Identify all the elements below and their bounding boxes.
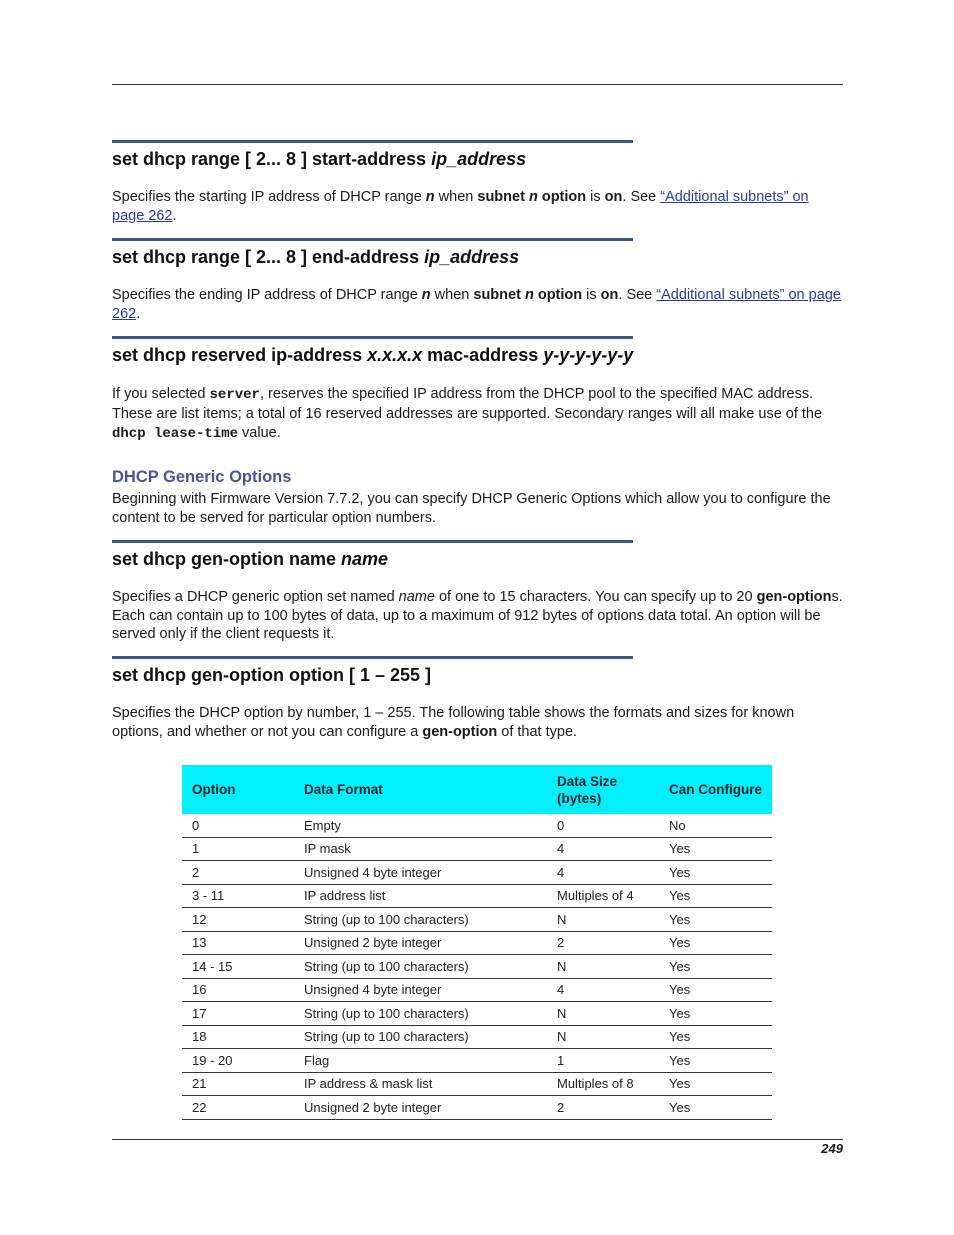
additional-subnets-link[interactable]: “Additional subnets” on page 262: [112, 287, 841, 322]
cell-option: 2: [182, 861, 294, 885]
cell-can-configure: Yes: [659, 837, 772, 861]
section-bar: [112, 238, 633, 241]
section-body-start-address: Specifies the starting IP address of DHCP range n when subnet n option is on. See “Additional subnets” on page 262.: [112, 189, 809, 224]
code-server: server: [209, 387, 260, 403]
cell-option: 21: [182, 1072, 294, 1096]
cell-option: 3 - 11: [182, 884, 294, 908]
page-number: 249: [821, 1141, 843, 1156]
cell-data-size: 4: [547, 837, 659, 861]
cell-option: 0: [182, 814, 294, 837]
col-header-data-size: Data Size (bytes): [547, 765, 659, 814]
table-row: [182, 1072, 772, 1096]
cell-data-size: 1: [547, 1049, 659, 1073]
table-row: [182, 1025, 772, 1049]
cell-can-configure: Yes: [659, 1049, 772, 1073]
table-row: [182, 861, 772, 885]
cell-data-format: String (up to 100 characters): [294, 1002, 547, 1026]
dhcp-options-table: [182, 765, 772, 1120]
section-body-gen-option-name: Specifies a DHCP generic option set named name of one to 15 characters. You can specify up to 20 gen-options. Each can contain up to 100 bytes of data, up to a maximum of 912 bytes of options data total. An option will be served only if the client requests it.: [112, 589, 843, 642]
cell-option: 1: [182, 837, 294, 861]
cell-can-configure: Yes: [659, 861, 772, 885]
table-row: [182, 908, 772, 932]
cell-data-format: IP address & mask list: [294, 1072, 547, 1096]
section-heading-reserved: set dhcp reserved ip-address x.x.x.x mac-address y-y-y-y-y-y: [112, 345, 634, 365]
subheading-generic-options: DHCP Generic Options: [112, 468, 292, 486]
cell-data-format: Unsigned 4 byte integer: [294, 978, 547, 1002]
cell-option: 17: [182, 1002, 294, 1026]
table-row: [182, 978, 772, 1002]
heading-param: ip_address: [424, 247, 520, 267]
col-header-data-format: Data Format: [294, 765, 547, 814]
cell-data-size: Multiples of 8: [547, 1072, 659, 1096]
cell-can-configure: Yes: [659, 1072, 772, 1096]
cell-data-size: Multiples of 4: [547, 884, 659, 908]
cell-data-format: String (up to 100 characters): [294, 908, 547, 932]
section-bar: [112, 656, 633, 659]
cell-option: 14 - 15: [182, 955, 294, 979]
table-row: [182, 1049, 772, 1073]
section-bar: [112, 336, 633, 339]
cell-data-size: 0: [547, 814, 659, 837]
cell-data-format: Unsigned 4 byte integer: [294, 861, 547, 885]
cell-data-format: String (up to 100 characters): [294, 955, 547, 979]
col-header-option: Option: [182, 765, 294, 814]
cell-data-size: 4: [547, 861, 659, 885]
cell-data-size: N: [547, 908, 659, 932]
table-row: [182, 884, 772, 908]
cell-data-size: 2: [547, 931, 659, 955]
table-row: [182, 1096, 772, 1120]
generic-options-intro: Beginning with Firmware Version 7.7.2, you can specify DHCP Generic Options which allow you to configure the content to be served for particular option numbers.: [112, 491, 831, 526]
cell-data-format: Unsigned 2 byte integer: [294, 1096, 547, 1120]
table-row: [182, 955, 772, 979]
cell-data-format: IP mask: [294, 837, 547, 861]
heading-text: set dhcp range [ 2... 8 ] end-address: [112, 247, 425, 267]
section-bar: [112, 540, 633, 543]
code-lease-time: dhcp lease-time: [112, 426, 239, 442]
cell-data-format: Flag: [294, 1049, 547, 1073]
table-row: [182, 931, 772, 955]
section-body-reserved: If you selected server, reserves the specified IP address from the DHCP pool to the specified MAC address. These are list items; a total of 16 reserved addresses are supported. Secondary ranges will all make use of the dhcp lease-time value.: [112, 386, 823, 442]
cell-can-configure: Yes: [659, 1025, 772, 1049]
col-header-can-configure: Can Configure: [659, 765, 772, 814]
additional-subnets-link[interactable]: “Additional subnets” on page 262: [112, 189, 809, 224]
cell-data-format: String (up to 100 characters): [294, 1025, 547, 1049]
section-heading-gen-option-option: set dhcp gen-option option [ 1 – 255 ]: [112, 665, 432, 685]
cell-option: 12: [182, 908, 294, 932]
cell-can-configure: Yes: [659, 955, 772, 979]
section-body-end-address: Specifies the ending IP address of DHCP range n when subnet n option is on. See “Additional subnets” on page 262.: [112, 287, 841, 322]
section-heading-end-address: [112, 247, 519, 268]
section-body-gen-option-option: Specifies the DHCP option by number, 1 – 255. The following table shows the formats and sizes for known options, and whether or not you can configure a gen-option of that type.: [112, 705, 795, 740]
section-heading-start-address: [112, 149, 526, 170]
table-row: [182, 1002, 772, 1026]
cell-can-configure: Yes: [659, 1002, 772, 1026]
cell-can-configure: No: [659, 814, 772, 837]
table-header-row: [182, 765, 772, 814]
header-rule: [112, 84, 843, 85]
cell-can-configure: Yes: [659, 908, 772, 932]
cell-option: 13: [182, 931, 294, 955]
cell-data-format: Unsigned 2 byte integer: [294, 931, 547, 955]
cell-data-size: 2: [547, 1096, 659, 1120]
cell-can-configure: Yes: [659, 884, 772, 908]
cell-can-configure: Yes: [659, 978, 772, 1002]
heading-param: ip_address: [431, 149, 527, 169]
cell-option: 18: [182, 1025, 294, 1049]
cell-can-configure: Yes: [659, 931, 772, 955]
cell-data-size: N: [547, 1025, 659, 1049]
cell-option: 22: [182, 1096, 294, 1120]
cell-can-configure: Yes: [659, 1096, 772, 1120]
footer-rule: [112, 1139, 843, 1140]
cell-data-size: 4: [547, 978, 659, 1002]
section-heading-gen-option-name: set dhcp gen-option name name: [112, 549, 389, 569]
cell-option: 19 - 20: [182, 1049, 294, 1073]
cell-data-size: N: [547, 1002, 659, 1026]
section-bar: [112, 140, 633, 143]
table-row: [182, 837, 772, 861]
table-row: [182, 814, 772, 837]
cell-data-format: Empty: [294, 814, 547, 837]
heading-text: set dhcp range [ 2... 8 ] start-address: [112, 149, 432, 169]
cell-data-format: IP address list: [294, 884, 547, 908]
cell-option: 16: [182, 978, 294, 1002]
cell-data-size: N: [547, 955, 659, 979]
